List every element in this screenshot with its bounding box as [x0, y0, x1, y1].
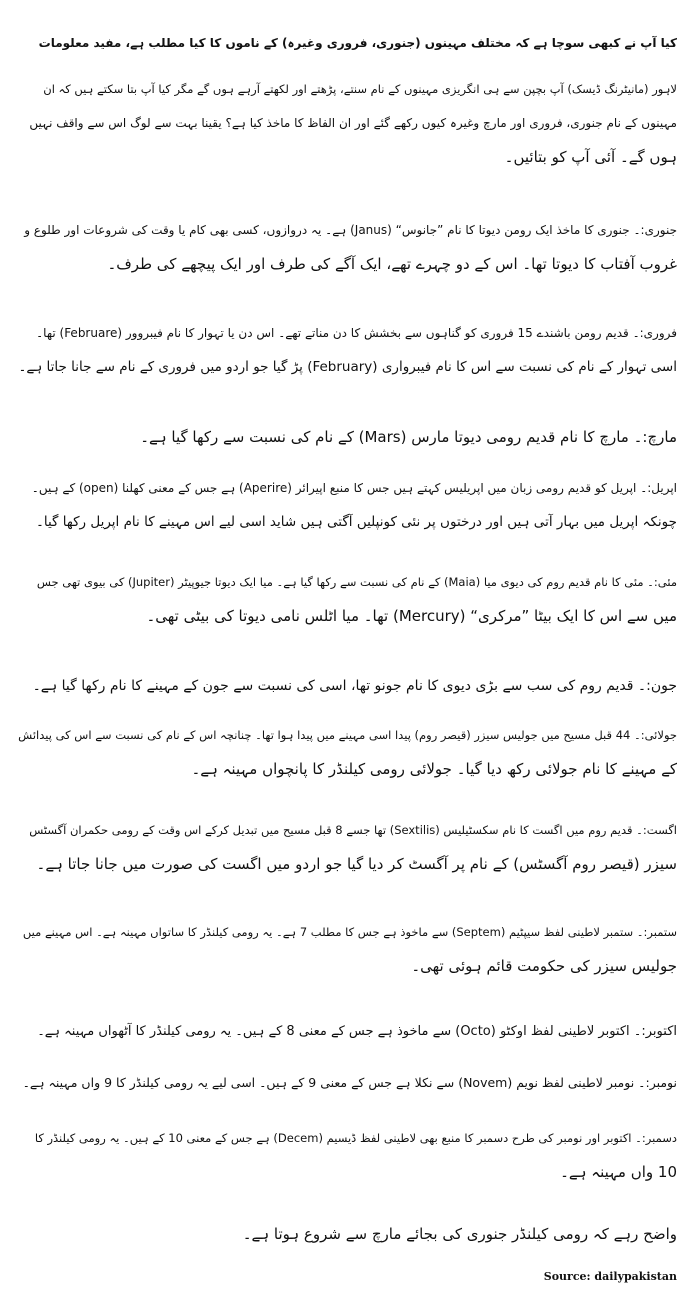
text-line: مہینوں کے نام جنوری، فروری اور مارچ وغیرہ کیوں رکھے گئے اور ان الفاظ کا ماخذ کیا ہے؟ یقینا بہت سے لوگ اس سے واقف نہیں: [29, 116, 677, 130]
source-credit: Source: dailypakistan: [543, 1270, 677, 1283]
paragraph-december: [18, 1121, 677, 1189]
text-line: کے مہینے کا نام جولائی رکھ دیا گیا۔ جولائی رومی کیلنڈر کا پانچواں مہینہ ہے۔: [191, 760, 677, 778]
paragraph-august: [18, 813, 677, 881]
text-line: جولائی:۔ 44 قبل مسیح میں جولیس سیزر (قیصر روم) پیدا اسی مہینے میں پیدا ہوا تھا۔ چنانچہ اس کے نام کی نسبت سے اس کی پیدائش: [18, 728, 677, 742]
text-line: جولیس سیزر کی حکومت قائم ہوئی تھی۔: [411, 957, 677, 975]
text-line: چونکہ اپریل میں بہار آتی ہیں اور درختوں پر نئی کونپلیں آگتی ہیں شاید اسی لیے اس مہینے کا نام اپریل رکھا گیا۔: [35, 514, 677, 530]
text-line: ہوں گے۔ آئی آپ کو بتائیں۔: [504, 148, 677, 166]
paragraph-may: [18, 565, 677, 633]
paragraph-january: [18, 213, 677, 281]
article-title: کیا آپ نے کبھی سوچا ہے کہ مختلف مہینوں (جنوری، فروری وغیرہ) کے ناموں کا کیا مطلب ہے، مفید معلومات: [38, 36, 677, 50]
text-line: میں سے اس کا ایک بیٹا ”مرکری“ (Mercury) تھا۔ میا اٹلس نامی دیوتا کی بیٹی تھی۔: [146, 607, 677, 625]
paragraph-march: [18, 420, 677, 454]
text-line: جنوری:۔ جنوری کا ماخذ ایک رومن دیوتا کا نام ”جانوس“ (Janus) ہے۔ یہ دروازوں، کسی بھی کام یا وقت کی شروعات اور طلوع و: [24, 223, 677, 237]
paragraph-september: [18, 915, 677, 983]
text-line: اگست:۔ قدیم روم میں اگست کا نام سکسٹیلیس (Sextilis) تھا جسے 8 قبل مسیح میں تبدیل کرکے اس وقت کے رومی حکمران آگسٹس: [29, 823, 677, 837]
paragraph-november: [18, 1066, 677, 1100]
text-line: غروب آفتاب کا دیوتا تھا۔ اس کے دو چہرے تھے، ایک آگے کی طرف اور ایک پیچھے کی طرف۔: [107, 255, 677, 273]
text-line: 10 واں مہینہ ہے۔: [560, 1163, 677, 1181]
paragraph-june: [18, 669, 677, 703]
text-line: مارچ:۔ مارچ کا نام قدیم رومی دیوتا مارس (Mars) کے نام کی نسبت سے رکھا گیا ہے۔: [140, 428, 677, 446]
text-line: فروری:۔ قدیم رومن باشندے 15 فروری کو گناہوں سے بخشش کا دن مناتے تھے۔ اس دن یا تہوار کا نام فیبروور (Februare) تھا۔: [36, 326, 677, 340]
text-line: سیزر (قیصر روم آگسٹس) کے نام پر آگسٹ کر دیا گیا جو اردو میں اگست کی صورت میں جانا جاتا ہے۔: [36, 855, 677, 873]
text-line: نومبر:۔ نومبر لاطینی لفظ نویم (Novem) سے نکلا ہے جس کے معنی 9 کے ہیں۔ اسی لیے یہ رومی کیلنڈر کا 9 واں مہینہ ہے۔: [22, 1075, 677, 1090]
text-line: دسمبر:۔ اکتوبر اور نومبر کی طرح دسمبر کا منبع بھی لاطینی لفظ ڈیسیم (Decem) ہے جس کے معنی 10 کے ہیں۔ یہ رومی کیلنڈر کا: [34, 1131, 677, 1145]
text-line: ستمبر:۔ ستمبر لاطینی لفظ سیپٹیم (Septem) سے ماخوذ ہے جس کا مطلب 7 ہے۔ یہ رومی کیلنڈر کا ساتواں مہینہ ہے۔ اس مہینے میں: [22, 925, 677, 939]
paragraph-intro: [18, 72, 677, 174]
paragraph-february: [18, 316, 677, 384]
text-line: مئی:۔ مئی کا نام قدیم روم کی دیوی میا (Maia) کے نام کی نسبت سے رکھا گیا ہے۔ میا ایک دیوتا جیوپیٹر (Jupiter) کی بیوی تھی جس: [36, 575, 677, 589]
paragraph-october: [18, 1015, 677, 1049]
text-line: اکتوبر:۔ اکتوبر لاطینی لفظ اوکٹو (Octo) سے ماخوذ ہے جس کے معنی 8 کے ہیں۔ یہ رومی کیلنڈر کا آٹھواں مہینہ ہے۔: [37, 1024, 677, 1039]
paragraph-note: [18, 1217, 677, 1251]
paragraph-april: [18, 471, 677, 539]
text-line: لاہور (مانیٹرنگ ڈیسک) آپ بچپن سے ہی انگریزی مہینوں کے نام سنتے، پڑھتے اور لکھتے آرہے ہوں گے مگر کیا آپ بتا سکتے ہیں کہ ان: [43, 82, 677, 96]
text-line: اپریل:۔ اپریل کو قدیم رومی زبان میں اپریلیس کہتے ہیں جس کا منبع اپیرائر (Aperire) ہے جس کے معنی کھلنا (open) کے ہیں۔: [31, 481, 677, 495]
text-line: جون:۔ قدیم روم کی سب سے بڑی دیوی کا نام جونو تھا، اسی کی نسبت سے جون کے مہینے کا نام رکھا گیا ہے۔: [32, 678, 677, 694]
text-line: اسی تہوار کے نام کی نسبت سے اس کا نام فیبرواری (February) پڑ گیا جو اردو میں فروری کے نام سے جانا جاتا ہے۔: [18, 359, 677, 375]
paragraph-july: [18, 718, 677, 786]
text-line: واضح رہے کہ رومی کیلنڈر جنوری کی بجائے مارچ سے شروع ہوتا ہے۔: [242, 1225, 677, 1243]
